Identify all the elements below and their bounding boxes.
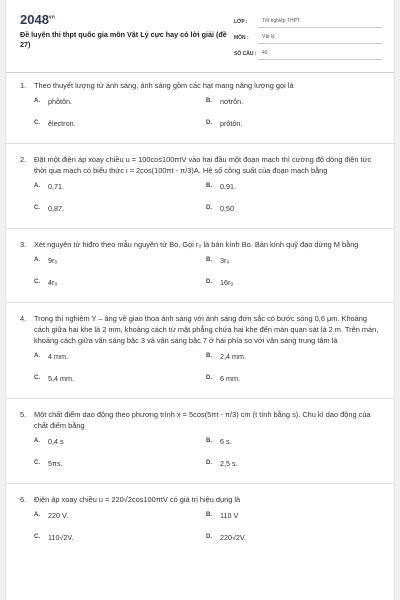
- option-text: 0,87.: [48, 204, 64, 213]
- option-text: 3r₀: [220, 256, 230, 265]
- option-c[interactable]: [34, 119, 206, 141]
- option-letter: A.: [34, 438, 40, 444]
- meta-row-count: [234, 44, 382, 60]
- answer-options: [34, 437, 380, 481]
- option-letter: A.: [34, 512, 40, 518]
- option-letter: B.: [206, 512, 212, 518]
- exam-header: [6, 0, 394, 73]
- question-text: Xét nguyên tử hiđro theo mẫu nguyên tử Bo. Gọi r₀ là bán kính Bo. Bán kính quỹ đạo dừng M bằng: [34, 240, 359, 249]
- question-text: Điện áp xoay chiều u = 220√2cos100πtV có giá trị hiệu dụng là: [34, 495, 241, 504]
- option-letter: C.: [34, 120, 40, 126]
- divider: [6, 228, 394, 229]
- option-text: 6 mm.: [220, 374, 240, 383]
- option-text: 16r₀: [220, 278, 234, 287]
- option-letter: C.: [34, 460, 40, 466]
- option-text: 110√2V.: [48, 533, 74, 542]
- option-letter: B.: [206, 353, 212, 359]
- option-c[interactable]: [34, 533, 206, 555]
- option-letter: B.: [206, 98, 212, 104]
- question-stem: [20, 80, 380, 91]
- question-5: [20, 409, 380, 484]
- option-d[interactable]: [206, 374, 378, 396]
- question-number: 5.: [20, 410, 27, 419]
- meta-label: SỐ CÂU :: [234, 51, 257, 57]
- option-text: 110 V: [220, 511, 239, 520]
- question-text: Theo thuyết lượng tử ánh sáng, ánh sáng gồm các hạt mang năng lượng gọi là: [34, 81, 294, 90]
- meta-label: MÔN :: [234, 35, 249, 41]
- meta-row-subject: [234, 28, 382, 44]
- divider: [6, 302, 394, 303]
- option-letter: D.: [206, 460, 212, 466]
- question-text: Đặt một điện áp xoay chiều u = 100cos100πtV vào hai đầu một đoạn mạch thì cường độ dòng điện tức thời qua mạch có biểu thức i = 2cos(100πt - π/3)A. Hệ số công suất của đoạn mạch bằng: [34, 155, 372, 175]
- option-letter: C.: [34, 279, 40, 285]
- question-4: [20, 313, 380, 399]
- option-text: 0,50: [220, 204, 234, 213]
- option-letter: D.: [206, 375, 212, 381]
- meta-label: LỚP :: [234, 19, 248, 25]
- option-letter: C.: [34, 375, 40, 381]
- option-b[interactable]: [206, 182, 378, 204]
- option-letter: A.: [34, 98, 40, 104]
- meta-value: 40: [258, 50, 382, 60]
- option-text: 0,71.: [48, 182, 64, 191]
- option-b[interactable]: [206, 256, 378, 278]
- question-number: 4.: [20, 314, 27, 323]
- option-letter: C.: [34, 534, 40, 540]
- answer-options: [34, 256, 380, 300]
- exam-sheet: [6, 0, 394, 600]
- option-b[interactable]: [206, 97, 378, 119]
- option-text: prôtôn.: [220, 119, 243, 128]
- option-letter: D.: [206, 120, 212, 126]
- question-number: 2.: [20, 155, 27, 164]
- option-letter: A.: [34, 353, 40, 359]
- option-d[interactable]: [206, 459, 378, 481]
- option-text: 220√2V.: [220, 533, 247, 542]
- option-text: phôtôn.: [48, 97, 72, 106]
- question-1: [20, 80, 380, 144]
- meta-value: Vật lý: [258, 34, 382, 44]
- option-letter: A.: [34, 257, 40, 263]
- option-text: 6 s.: [220, 437, 232, 446]
- meta-value: Tốt nghiệp THPT: [258, 18, 382, 28]
- option-letter: B.: [206, 257, 212, 263]
- option-a[interactable]: [34, 511, 206, 533]
- site-logo[interactable]: [20, 12, 55, 27]
- option-d[interactable]: [206, 204, 378, 226]
- option-b[interactable]: [206, 352, 378, 374]
- option-text: 5πs.: [48, 459, 63, 468]
- question-2: [20, 154, 380, 229]
- option-letter: D.: [206, 279, 212, 285]
- option-c[interactable]: [34, 278, 206, 300]
- logo-suffix: vn: [48, 14, 55, 21]
- option-letter: A.: [34, 183, 40, 189]
- option-d[interactable]: [206, 278, 378, 300]
- option-text: 9r₀: [48, 256, 58, 265]
- option-a[interactable]: [34, 256, 206, 278]
- option-text: êlectron.: [48, 119, 76, 128]
- option-text: 4r₀: [48, 278, 58, 287]
- option-d[interactable]: [206, 119, 378, 141]
- option-text: 2,4 mm.: [220, 352, 246, 361]
- exam-meta: [234, 12, 382, 60]
- divider: [6, 143, 394, 144]
- question-stem: [20, 494, 380, 505]
- question-number: 1.: [20, 81, 27, 90]
- option-text: nơtrôn.: [220, 97, 244, 106]
- answer-options: [34, 352, 380, 396]
- question-number: 6.: [20, 495, 27, 504]
- option-d[interactable]: [206, 533, 378, 555]
- option-a[interactable]: [34, 97, 206, 119]
- option-letter: D.: [206, 205, 212, 211]
- option-letter: B.: [206, 438, 212, 444]
- question-stem: [20, 239, 380, 250]
- question-text: Một chất điểm dao động theo phương trình x = 5cos(5πt - π/3) cm (t tính bằng s). Chu kì dao động của chất điểm bằng: [34, 410, 371, 430]
- option-b[interactable]: [206, 511, 378, 533]
- option-letter: D.: [206, 534, 212, 540]
- divider: [6, 483, 394, 484]
- option-c[interactable]: [34, 459, 206, 481]
- answer-options: [34, 511, 380, 555]
- option-text: 2,5 s.: [220, 459, 238, 468]
- option-c[interactable]: [34, 374, 206, 396]
- option-text: 5,4 mm.: [48, 374, 74, 383]
- question-number: 3.: [20, 240, 27, 249]
- option-a[interactable]: [34, 437, 206, 459]
- option-a[interactable]: [34, 182, 206, 204]
- option-letter: B.: [206, 183, 212, 189]
- answer-options: [34, 182, 380, 226]
- option-text: 220 V.: [48, 511, 69, 520]
- option-c[interactable]: [34, 204, 206, 226]
- option-a[interactable]: [34, 352, 206, 374]
- meta-row-class: [234, 12, 382, 28]
- question-text: Trong thí nghiệm Y – âng về giao thoa ánh sáng với ánh sáng đơn sắc có bước sóng 0,6 μm. Khoảng cách giữa hai khe là 2 mm, khoảng cách từ mặt phẳng chứa hai khe đến màn quan sát là 2 m. Trên màn, khoảng cách giữa vân sáng bậc 3 và vân sáng bậc 7 ở hai phía so với vân sáng trung tâm là: [34, 314, 379, 345]
- question-list: [20, 80, 380, 555]
- exam-title: Đề luyện thi thpt quốc gia môn Vật Lý cực hay có lời giải (đề 27): [20, 30, 227, 49]
- option-letter: C.: [34, 205, 40, 211]
- option-text: 4 mm.: [48, 352, 68, 361]
- answer-options: [34, 97, 380, 141]
- question-3: [20, 239, 380, 303]
- question-stem: [20, 154, 380, 176]
- logo-text: 2048: [20, 12, 49, 27]
- option-text: 0,91.: [220, 182, 236, 191]
- question-stem: [20, 409, 380, 431]
- question-stem: [20, 313, 380, 346]
- option-b[interactable]: [206, 437, 378, 459]
- divider: [6, 398, 394, 399]
- question-6: [20, 494, 380, 555]
- option-text: 0,4 s: [48, 437, 64, 446]
